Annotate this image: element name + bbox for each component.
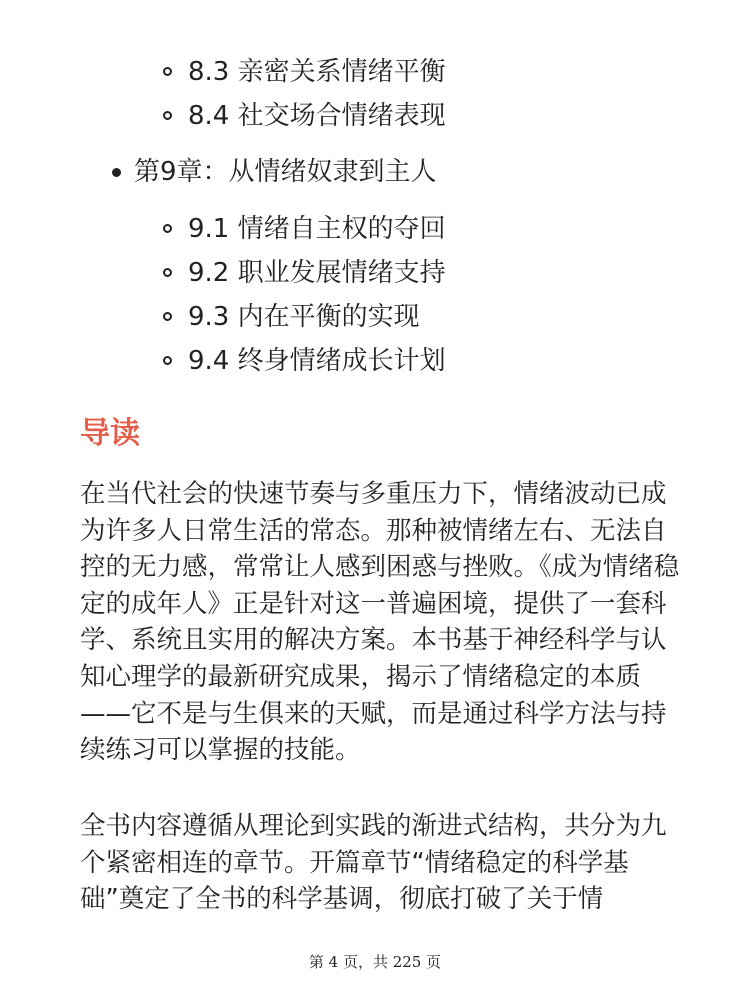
intro-paragraph-1: 在当代社会的快速节奏与多重压力下，情绪波动已成为许多人日常生活的常态。那种被情绪左右、无法自控的无力感，常常让人感到困惑与挫败。《成为情绪稳定的成年人》正是针对这一普遍困境，提供了一套科学、系统且实用的解决方案。本书基于神经科学与认知心理学的最新研究成果，揭示了情绪稳定的本质——它不是与生俱来的天赋，而是通过科学方法与持续练习可以掌握的技能。 bbox=[80, 479, 680, 766]
circle-bullet-icon bbox=[163, 224, 172, 233]
toc-item-label: 9.4 终身情绪成长计划 bbox=[188, 346, 446, 376]
toc-item-9-3[interactable] bbox=[160, 295, 446, 339]
page-number-footer: 第 4 页，共 225 页 bbox=[308, 953, 442, 971]
circle-bullet-icon bbox=[163, 268, 172, 277]
intro-heading: 导读 bbox=[80, 416, 140, 451]
circle-bullet-icon bbox=[163, 111, 172, 120]
toc-sublist-chapter8 bbox=[160, 50, 446, 138]
circle-bullet-icon bbox=[163, 312, 172, 321]
toc-item-label: 8.3 亲密关系情绪平衡 bbox=[188, 57, 446, 87]
toc-sublist-chapter9 bbox=[160, 207, 446, 383]
toc-item-9-4[interactable] bbox=[160, 339, 446, 383]
toc-chapter-label: 第9章：从情绪奴隶到主人 bbox=[134, 157, 437, 187]
toc-chapter-9[interactable] bbox=[108, 150, 437, 194]
toc-item-9-2[interactable] bbox=[160, 251, 446, 295]
intro-paragraph-2: 全书内容遵循从理论到实践的渐进式结构，共分为九个紧密相连的章节。开篇章节“情绪稳定的科学基础”奠定了全书的科学基调，彻底打破了关于情 bbox=[80, 811, 667, 915]
circle-bullet-icon bbox=[163, 356, 172, 365]
toc-item-9-1[interactable] bbox=[160, 207, 446, 251]
disc-bullet-icon bbox=[112, 168, 121, 177]
toc-item-label: 9.2 职业发展情绪支持 bbox=[188, 258, 446, 288]
toc-item-8-4[interactable] bbox=[160, 94, 446, 138]
circle-bullet-icon bbox=[163, 67, 172, 76]
toc-item-label: 9.3 内在平衡的实现 bbox=[188, 302, 420, 332]
toc-item-label: 9.1 情绪自主权的夺回 bbox=[188, 214, 446, 244]
toc-item-8-3[interactable] bbox=[160, 50, 446, 94]
toc-item-label: 8.4 社交场合情绪表现 bbox=[188, 101, 446, 131]
